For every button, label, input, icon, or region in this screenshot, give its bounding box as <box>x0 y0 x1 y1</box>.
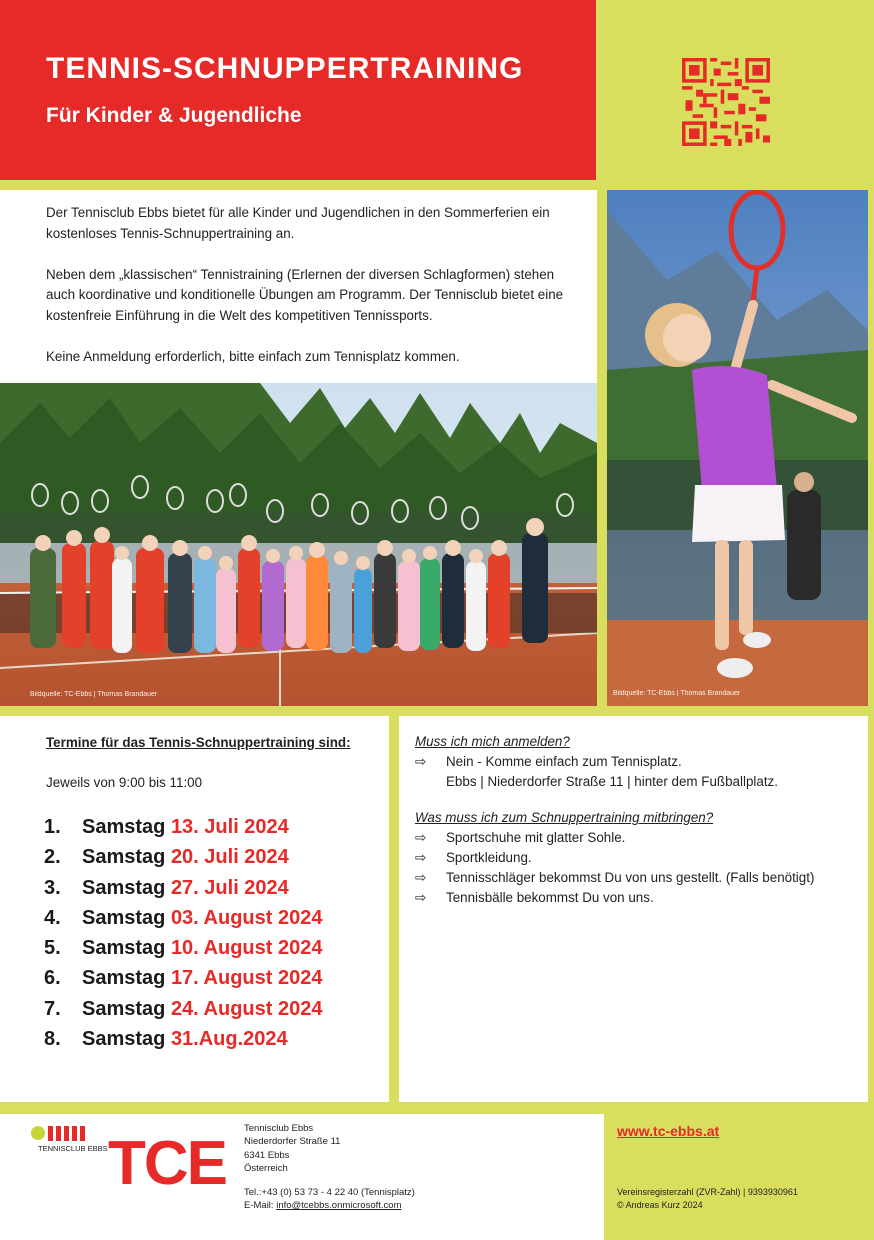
date-value: 13. Juli 2024 <box>170 816 289 838</box>
weekday: Samstag <box>82 1028 166 1051</box>
intro-text <box>46 203 586 388</box>
group-photo-image <box>0 383 597 706</box>
street: Niederdorfer Straße 11 <box>244 1136 341 1148</box>
weekday: Samstag <box>82 906 166 929</box>
list-item <box>44 1028 322 1058</box>
date-list <box>44 816 322 1058</box>
list-item <box>44 937 322 967</box>
club-contact <box>244 1186 415 1213</box>
email-link[interactable]: info@tcebbs.onmicrosoft.com <box>276 1200 402 1212</box>
intro-paragraph: Neben dem „klassischen“ Tennistraining (Erlernen der diversen Schlagformen) stehen auch koordinative und konditionelle Übungen am Programm. Der Tennisclub bietet eine kostenfreie Einführung in die Welt des kompetitiven Tennissports. <box>46 266 564 323</box>
list-number: 2. <box>44 846 61 869</box>
club-logo <box>28 1120 238 1190</box>
faq-answer <box>415 772 865 792</box>
qr-code-icon[interactable] <box>682 58 770 146</box>
logo-text: TCE <box>108 1129 226 1190</box>
intro-paragraph: Der Tennisclub Ebbs bietet für alle Kinder und Jugendlichen in den Sommerferien ein kostenloses Tennis-Schnuppertraining an. <box>46 205 550 241</box>
weekday: Samstag <box>82 846 166 869</box>
country: Österreich <box>244 1162 288 1174</box>
page-title: TENNIS-SCHNUPPERTRAINING <box>46 52 524 85</box>
city: 6341 Ebbs <box>244 1149 290 1161</box>
list-number: 3. <box>44 876 61 899</box>
answer-text: Ebbs | Niederdorfer Straße 11 | hinter dem Fußballplatz. <box>446 774 778 789</box>
girl-photo-image <box>607 190 868 706</box>
divider <box>0 1102 874 1114</box>
divider <box>0 180 874 190</box>
legal-info <box>617 1186 798 1211</box>
list-number: 7. <box>44 997 61 1020</box>
photo-credit: Bildquelle: TC-Ebbs | Thomas Brandauer <box>30 691 158 698</box>
answer-text: Nein - Komme einfach zum Tennisplatz. <box>446 754 682 769</box>
faq-answer <box>415 868 865 888</box>
copyright: © Andreas Kurz 2024 <box>617 1199 703 1210</box>
email-line <box>244 1199 415 1212</box>
girl-photo <box>607 190 868 706</box>
faq-question: Muss ich mich anmelden? <box>415 734 570 749</box>
divider <box>0 706 874 716</box>
list-number: 4. <box>44 906 61 929</box>
list-item <box>44 998 322 1028</box>
faq-answer <box>415 828 865 848</box>
answer-text: Sportkleidung. <box>446 850 532 865</box>
website-link[interactable]: www.tc-ebbs.at <box>617 1123 720 1139</box>
divider <box>389 710 399 1105</box>
photo-credit: Bildquelle: TC-Ebbs | Thomas Brandauer <box>613 690 741 697</box>
list-number: 1. <box>44 816 61 838</box>
list-item <box>44 846 322 876</box>
list-number: 5. <box>44 937 61 960</box>
club-name: Tennisclub Ebbs <box>244 1123 314 1134</box>
arrow-right-icon: ⇨ <box>415 754 427 769</box>
weekday: Samstag <box>82 967 166 990</box>
email-label: E-Mail: <box>244 1200 277 1212</box>
date-value: 24. August 2024 <box>170 997 323 1020</box>
faq-question: Was muss ich zum Schnuppertraining mitbringen? <box>415 810 714 825</box>
arrow-right-icon: ⇨ <box>415 870 427 885</box>
list-number: 6. <box>44 967 61 990</box>
date-value: 03. August 2024 <box>170 906 323 929</box>
page-subtitle: Für Kinder & Jugendliche <box>46 104 302 127</box>
arrow-right-icon: ⇨ <box>415 830 427 845</box>
date-value: 10. August 2024 <box>170 937 323 960</box>
group-photo <box>0 383 597 706</box>
date-value: 31.Aug.2024 <box>170 1028 288 1051</box>
answer-text: Sportschuhe mit glatter Sohle. <box>446 830 626 845</box>
faq-answer <box>415 888 865 908</box>
weekday: Samstag <box>82 937 166 960</box>
faq-answer <box>415 848 865 868</box>
date-value: 20. Juli 2024 <box>170 846 289 869</box>
list-item <box>44 967 322 997</box>
list-number: 8. <box>44 1028 61 1051</box>
logo-subtitle: TENNISCLUB EBBS <box>38 1144 108 1153</box>
intro-paragraph: Keine Anmeldung erforderlich, bitte einfach zum Tennisplatz kommen. <box>46 348 460 364</box>
weekday: Samstag <box>82 997 166 1020</box>
answer-text: Tennisschläger bekommst Du von uns gestellt. (Falls benötigt) <box>446 870 815 885</box>
weekday: Samstag <box>82 816 166 838</box>
phone: Tel.:+43 (0) 53 73 - 4 22 40 (Tennisplatz) <box>244 1187 415 1198</box>
arrow-right-icon: ⇨ <box>415 850 427 865</box>
list-item <box>44 907 322 937</box>
club-address <box>244 1122 340 1175</box>
arrow-right-icon: ⇨ <box>415 890 427 905</box>
dates-heading: Termine für das Tennis-Schnuppertraining sind: <box>46 735 351 750</box>
faq-section <box>415 734 865 908</box>
list-item <box>44 877 322 907</box>
divider <box>597 180 607 710</box>
list-item <box>44 816 322 846</box>
date-value: 27. Juli 2024 <box>170 876 289 899</box>
zvr-number: Vereinsregisterzahl (ZVR-Zahl) | 9393930961 <box>617 1187 798 1197</box>
faq-answer <box>415 752 865 772</box>
date-value: 17. August 2024 <box>170 967 323 990</box>
weekday: Samstag <box>82 876 166 899</box>
answer-text: Tennisbälle bekommst Du von uns. <box>446 890 654 905</box>
training-time: Jeweils von 9:00 bis 11:00 <box>46 775 203 790</box>
header-banner <box>0 0 596 180</box>
